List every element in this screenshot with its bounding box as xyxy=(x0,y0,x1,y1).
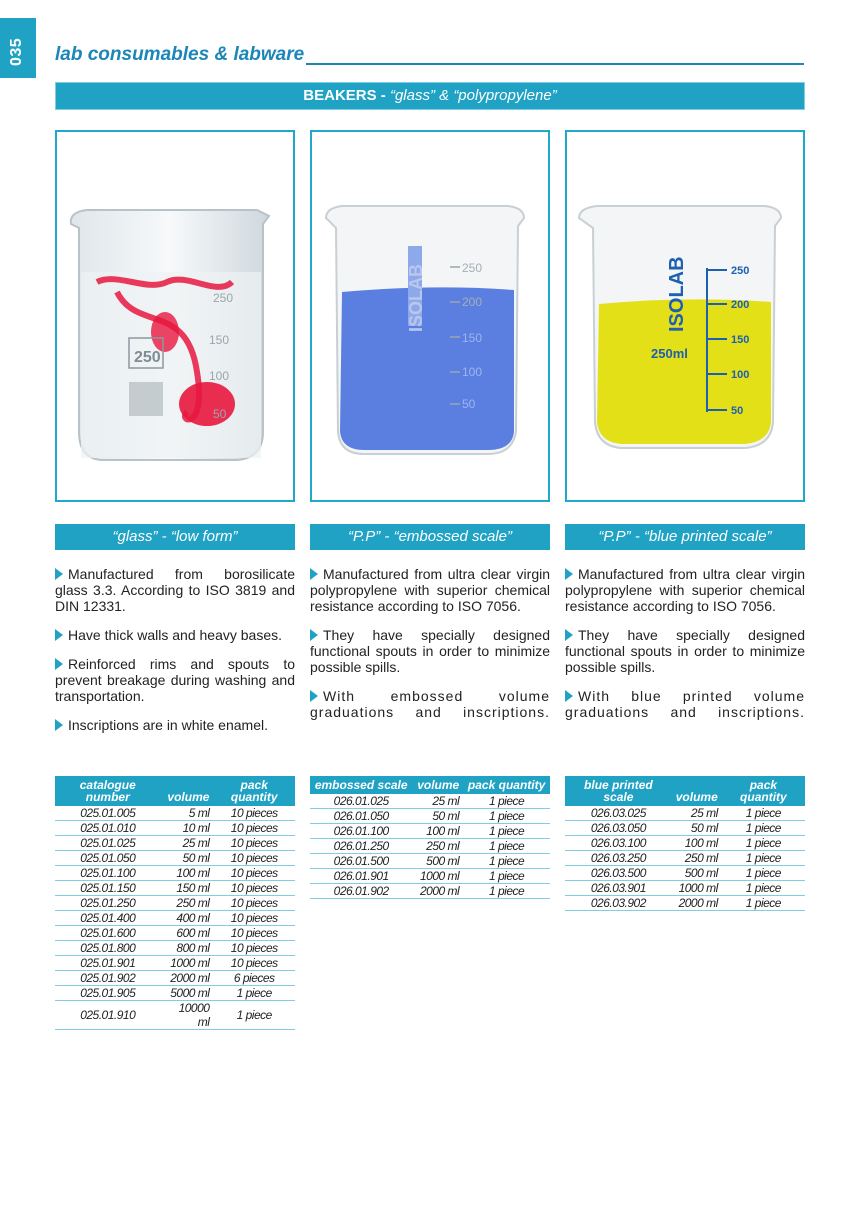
table-row xyxy=(55,956,295,971)
table-row xyxy=(55,821,295,836)
pack-quantity-cell: 10 pieces xyxy=(213,896,295,911)
volume-cell: 500 ml xyxy=(412,854,463,869)
pp-grad-150: 150 xyxy=(462,331,483,345)
table-row xyxy=(310,809,550,824)
volume-cell: 250 ml xyxy=(412,839,463,854)
table-row xyxy=(55,971,295,986)
table-row xyxy=(565,866,805,881)
feature-bullet: Manufactured from ultra clear virgin polypropylene with superior chemical resistance according to ISO 7056. xyxy=(310,566,550,614)
catalogue-number-cell: 026.03.500 xyxy=(565,866,672,881)
table-row xyxy=(565,851,805,866)
pp-printed-features xyxy=(565,566,805,733)
table-row xyxy=(55,836,295,851)
catalogue-number-cell: 026.01.250 xyxy=(310,839,412,854)
pack-quantity-cell: 1 piece xyxy=(722,806,805,821)
catalogue-number-cell: 026.01.902 xyxy=(310,884,412,899)
page-number: 035 xyxy=(8,37,25,66)
pack-quantity-cell: 10 pieces xyxy=(213,806,295,821)
pp-embossed-heading: “P.P” - “embossed scale” xyxy=(310,524,550,550)
glass-features xyxy=(55,566,295,746)
table-row xyxy=(55,986,295,1001)
volume-cell: 2000 ml xyxy=(412,884,463,899)
volume-cell: 1000 ml xyxy=(672,881,722,896)
table-row xyxy=(55,941,295,956)
pack-quantity-cell: 1 piece xyxy=(463,824,550,839)
pack-quantity-cell: 10 pieces xyxy=(213,866,295,881)
table-row xyxy=(55,911,295,926)
catalogue-number-cell: 025.01.910 xyxy=(55,1001,160,1030)
volume-cell: 10 ml xyxy=(160,821,213,836)
table-row xyxy=(310,824,550,839)
table-row xyxy=(55,1001,295,1030)
volume-cell: 250 ml xyxy=(672,851,722,866)
pack-quantity-cell: 10 pieces xyxy=(213,836,295,851)
pp-embossed-label: ISOLAB xyxy=(406,263,426,332)
arrow-icon xyxy=(565,629,573,641)
glass-grad-150: 150 xyxy=(209,333,230,347)
catalogue-number-cell: 025.01.600 xyxy=(55,926,160,941)
catalogue-number-cell: 025.01.005 xyxy=(55,806,160,821)
arrow-icon xyxy=(55,658,63,670)
catalogue-number-cell: 026.03.901 xyxy=(565,881,672,896)
table-row xyxy=(310,839,550,854)
catalogue-number-cell: 026.03.025 xyxy=(565,806,672,821)
pack-quantity-cell: 10 pieces xyxy=(213,851,295,866)
table-row xyxy=(310,869,550,884)
pp-grad-200: 200 xyxy=(462,295,483,309)
pp-printed-beaker-image xyxy=(567,132,803,500)
column-header: volume xyxy=(412,776,463,794)
banner-main: BEAKERS - xyxy=(303,87,390,104)
pp-printed-volume-label: 250ml xyxy=(651,346,688,361)
feature-bullet: With blue printed volume graduations and inscriptions. xyxy=(565,688,805,720)
catalogue-number-cell: 026.01.025 xyxy=(310,794,412,809)
table-row xyxy=(55,896,295,911)
pp-printed-label: ISOLAB xyxy=(666,256,688,332)
table-row xyxy=(565,821,805,836)
table-row xyxy=(565,806,805,821)
glass-spec-table xyxy=(55,776,295,1030)
pack-quantity-cell: 1 piece xyxy=(722,821,805,836)
volume-cell: 500 ml xyxy=(672,866,722,881)
pack-quantity-cell: 6 pieces xyxy=(213,971,295,986)
table-row xyxy=(310,794,550,809)
column-header: volume xyxy=(672,776,722,806)
catalogue-number-cell: 025.01.902 xyxy=(55,971,160,986)
volume-cell: 5 ml xyxy=(160,806,213,821)
catalogue-number-cell: 025.01.150 xyxy=(55,881,160,896)
volume-cell: 100 ml xyxy=(412,824,463,839)
pack-quantity-cell: 10 pieces xyxy=(213,941,295,956)
catalogue-number-cell: 025.01.050 xyxy=(55,851,160,866)
table-row xyxy=(55,881,295,896)
column-header: blue printed scale xyxy=(565,776,672,806)
pack-quantity-cell: 1 piece xyxy=(722,896,805,911)
section-title: lab consumables & labware xyxy=(55,44,305,65)
volume-cell: 100 ml xyxy=(160,866,213,881)
printed-grad-200: 200 xyxy=(731,299,750,311)
pack-quantity-cell: 10 pieces xyxy=(213,956,295,971)
volume-cell: 2000 ml xyxy=(672,896,722,911)
catalogue-number-cell: 026.03.250 xyxy=(565,851,672,866)
volume-cell: 25 ml xyxy=(672,806,722,821)
table-row xyxy=(565,836,805,851)
printed-grad-50: 50 xyxy=(731,405,744,417)
catalogue-number-cell: 026.03.902 xyxy=(565,896,672,911)
pack-quantity-cell: 10 pieces xyxy=(213,881,295,896)
feature-bullet: With embossed volume graduations and inscriptions. xyxy=(310,688,550,720)
catalogue-number-cell: 025.01.800 xyxy=(55,941,160,956)
product-banner xyxy=(55,82,805,110)
feature-bullet: Manufactured from ultra clear virgin polypropylene with superior chemical resistance according to ISO 7056. xyxy=(565,566,805,614)
feature-bullet: They have specially designed functional spouts in order to minimize possible spills. xyxy=(565,627,805,675)
volume-cell: 5000 ml xyxy=(160,986,213,1001)
catalogue-number-cell: 026.03.100 xyxy=(565,836,672,851)
column-header: embossed scale xyxy=(310,776,412,794)
pack-quantity-cell: 1 piece xyxy=(722,866,805,881)
feature-bullet: They have specially designed functional spouts in order to minimize possible spills. xyxy=(310,627,550,675)
glass-label-text: 250 xyxy=(134,349,161,366)
volume-cell: 25 ml xyxy=(160,836,213,851)
catalogue-number-cell: 025.01.010 xyxy=(55,821,160,836)
pack-quantity-cell: 1 piece xyxy=(722,881,805,896)
volume-cell: 250 ml xyxy=(160,896,213,911)
volume-cell: 2000 ml xyxy=(160,971,213,986)
pack-quantity-cell: 1 piece xyxy=(463,839,550,854)
feature-bullet: Have thick walls and heavy bases. xyxy=(55,627,295,643)
table-row xyxy=(55,806,295,821)
volume-cell: 1000 ml xyxy=(412,869,463,884)
volume-cell: 1000 ml xyxy=(160,956,213,971)
column-header: pack quantity xyxy=(213,776,295,806)
pack-quantity-cell: 1 piece xyxy=(463,809,550,824)
catalogue-number-cell: 025.01.400 xyxy=(55,911,160,926)
pack-quantity-cell: 1 piece xyxy=(722,851,805,866)
pack-quantity-cell: 1 piece xyxy=(213,986,295,1001)
catalogue-number-cell: 026.01.500 xyxy=(310,854,412,869)
pack-quantity-cell: 10 pieces xyxy=(213,821,295,836)
printed-grad-100: 100 xyxy=(731,369,750,381)
arrow-icon xyxy=(310,690,318,702)
catalogue-number-cell: 026.03.050 xyxy=(565,821,672,836)
pp-printed-beaker-photo xyxy=(565,130,805,502)
pack-quantity-cell: 1 piece xyxy=(213,1001,295,1030)
volume-cell: 50 ml xyxy=(412,809,463,824)
glass-heading: “glass” - “low form” xyxy=(55,524,295,550)
feature-bullet: Reinforced rims and spouts to prevent breakage during washing and transportation. xyxy=(55,656,295,704)
volume-cell: 800 ml xyxy=(160,941,213,956)
arrow-icon xyxy=(565,690,573,702)
pack-quantity-cell: 1 piece xyxy=(463,869,550,884)
catalogue-number-cell: 026.01.901 xyxy=(310,869,412,884)
pack-quantity-cell: 10 pieces xyxy=(213,926,295,941)
table-row xyxy=(310,884,550,899)
pp-printed-spec-table xyxy=(565,776,805,911)
catalogue-number-cell: 025.01.905 xyxy=(55,986,160,1001)
printed-grad-150: 150 xyxy=(731,334,750,346)
catalogue-number-cell: 025.01.100 xyxy=(55,866,160,881)
arrow-icon xyxy=(55,719,63,731)
pp-grad-250: 250 xyxy=(462,261,483,275)
table-row xyxy=(565,896,805,911)
column-header: volume xyxy=(160,776,213,806)
arrow-icon xyxy=(310,629,318,641)
volume-cell: 50 ml xyxy=(160,851,213,866)
volume-cell: 150 ml xyxy=(160,881,213,896)
table-row xyxy=(55,851,295,866)
glass-grad-250: 250 xyxy=(213,291,234,305)
column-header: catalogue number xyxy=(55,776,160,806)
volume-cell: 600 ml xyxy=(160,926,213,941)
arrow-icon xyxy=(55,629,63,641)
arrow-icon xyxy=(310,568,318,580)
table-row xyxy=(310,854,550,869)
volume-cell: 25 ml xyxy=(412,794,463,809)
pp-grad-100: 100 xyxy=(462,365,483,379)
glass-grad-100: 100 xyxy=(209,369,230,383)
pack-quantity-cell: 1 piece xyxy=(463,854,550,869)
feature-bullet: Manufactured from borosilicate glass 3.3. According to ISO 3819 and DIN 12331. xyxy=(55,566,295,614)
arrow-icon xyxy=(565,568,573,580)
pack-quantity-cell: 1 piece xyxy=(463,884,550,899)
column-header: pack quantity xyxy=(463,776,550,794)
glass-beaker-photo xyxy=(55,130,295,502)
pack-quantity-cell: 10 pieces xyxy=(213,911,295,926)
printed-grad-250: 250 xyxy=(731,265,750,277)
table-row xyxy=(55,926,295,941)
catalogue-number-cell: 026.01.100 xyxy=(310,824,412,839)
title-rule xyxy=(306,63,804,65)
pack-quantity-cell: 1 piece xyxy=(722,836,805,851)
volume-cell: 50 ml xyxy=(672,821,722,836)
feature-bullet: Inscriptions are in white enamel. xyxy=(55,717,295,733)
volume-cell: 400 ml xyxy=(160,911,213,926)
pp-embossed-features xyxy=(310,566,550,733)
volume-cell: 10000 ml xyxy=(160,1001,213,1030)
pp-embossed-spec-table xyxy=(310,776,550,899)
catalogue-number-cell: 026.01.050 xyxy=(310,809,412,824)
catalogue-number-cell: 025.01.025 xyxy=(55,836,160,851)
glass-grad-50: 50 xyxy=(213,407,227,421)
pp-embossed-beaker-image xyxy=(312,132,548,500)
banner-sub: “glass” & “polypropylene” xyxy=(389,87,557,104)
pp-grad-50: 50 xyxy=(462,397,476,411)
table-row xyxy=(55,866,295,881)
pp-printed-heading: “P.P” - “blue printed scale” xyxy=(565,524,805,550)
glass-beaker-image xyxy=(57,132,293,500)
arrow-icon xyxy=(55,568,63,580)
column-header: pack quantity xyxy=(722,776,805,806)
catalogue-number-cell: 025.01.901 xyxy=(55,956,160,971)
volume-cell: 100 ml xyxy=(672,836,722,851)
pp-embossed-beaker-photo xyxy=(310,130,550,502)
table-row xyxy=(565,881,805,896)
catalogue-number-cell: 025.01.250 xyxy=(55,896,160,911)
pack-quantity-cell: 1 piece xyxy=(463,794,550,809)
